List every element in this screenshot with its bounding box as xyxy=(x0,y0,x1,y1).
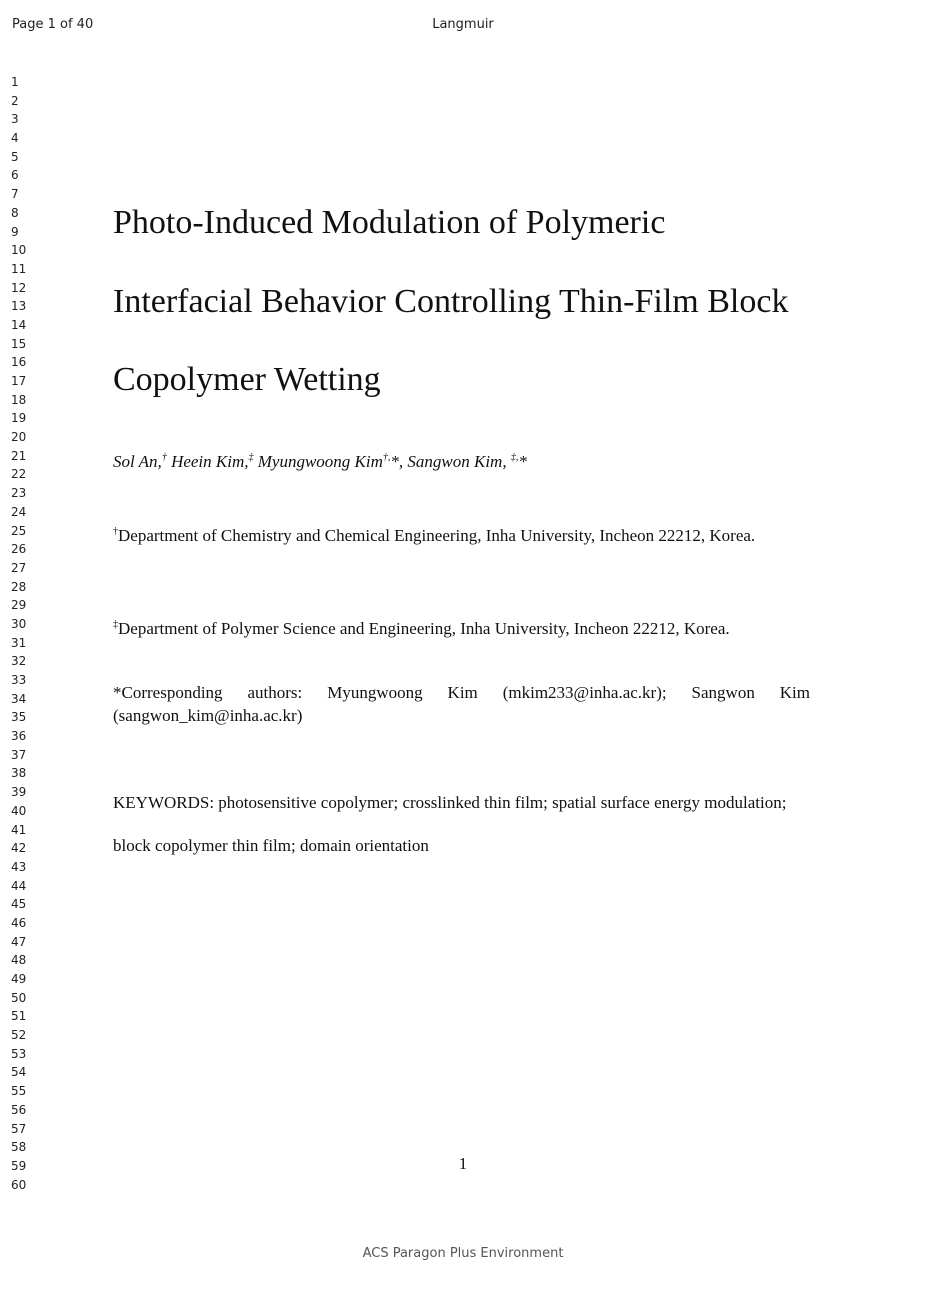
corresponding-mark: *, xyxy=(390,452,408,471)
line-number: 51 xyxy=(11,1009,27,1024)
line-number: 37 xyxy=(11,747,27,762)
author-affiliation-mark: ‡, xyxy=(510,452,519,463)
line-number: 13 xyxy=(11,299,27,314)
line-number: 17 xyxy=(11,374,27,388)
line-number: 52 xyxy=(11,1028,27,1043)
title-line: Interfacial Behavior Controlling Thin-Film Block xyxy=(113,282,789,320)
line-number: 18 xyxy=(11,392,27,407)
author-affiliation-mark: †, xyxy=(382,452,391,463)
author-name: Sangwon Kim, xyxy=(407,452,511,471)
corresponding-mark: * xyxy=(518,452,527,471)
author-affiliation-mark: ‡ xyxy=(248,452,254,463)
line-number: 42 xyxy=(11,841,27,856)
title-line: Copolymer Wetting xyxy=(113,361,381,398)
line-number: 38 xyxy=(11,766,27,781)
affiliation-text: Department of Polymer Science and Engineering, Inha University, Incheon 22212, Korea. xyxy=(118,619,730,638)
line-number: 59 xyxy=(11,1158,27,1173)
line-numbers xyxy=(0,73,30,1194)
line-number: 43 xyxy=(11,859,27,874)
footer-text: ACS Paragon Plus Environment xyxy=(362,1246,564,1261)
line-number: 3 xyxy=(11,112,19,127)
paper-title xyxy=(113,184,853,420)
line-number: 19 xyxy=(11,411,27,426)
author-affiliation-mark: † xyxy=(161,452,167,463)
journal-name: Langmuir xyxy=(432,17,494,32)
affiliation-mark: † xyxy=(113,526,118,537)
line-number: 2 xyxy=(11,93,19,108)
line-number: 1 xyxy=(11,75,19,89)
line-number: 56 xyxy=(11,1102,27,1117)
line-number: 57 xyxy=(11,1121,27,1136)
line-number: 29 xyxy=(11,598,27,613)
line-number: 14 xyxy=(11,317,27,332)
line-number: 31 xyxy=(11,635,27,650)
line-number: 45 xyxy=(11,897,27,912)
line-number: 15 xyxy=(11,336,27,351)
affiliation-text: Department of Chemistry and Chemical Engineering, Inha University, Incheon 22212, Korea. xyxy=(118,526,756,545)
author-name: Sol An, xyxy=(113,452,162,471)
line-number: 40 xyxy=(11,803,27,818)
affiliation-mark: ‡ xyxy=(113,619,118,630)
corresponding-authors: *Corresponding authors: Myungwoong Kim (mkim233@inha.ac.kr); Sangwon Kim (sangwon_kim@inha.ac.kr) xyxy=(113,683,810,725)
line-number: 7 xyxy=(11,187,19,202)
line-number: 25 xyxy=(11,523,27,538)
affiliation xyxy=(113,619,833,639)
line-number: 26 xyxy=(11,542,27,557)
line-number: 53 xyxy=(11,1046,27,1061)
line-number: 5 xyxy=(11,149,19,164)
line-number: 49 xyxy=(11,972,27,986)
line-number: 44 xyxy=(11,878,27,893)
line-number: 54 xyxy=(11,1065,27,1080)
line-number: 11 xyxy=(11,261,27,276)
line-number: 16 xyxy=(11,355,27,370)
line-number: 60 xyxy=(11,1177,27,1192)
title-line: Photo-Induced Modulation of Polymeric xyxy=(113,204,666,241)
line-number: 32 xyxy=(11,654,27,669)
keywords: KEYWORDS: photosensitive copolymer; crosslinked thin film; spatial surface energy modulation; block copolymer thin film; domain orientation xyxy=(113,793,787,855)
line-number: 35 xyxy=(11,710,27,725)
line-number: 21 xyxy=(11,448,27,463)
line-number: 12 xyxy=(11,280,27,295)
line-number: 55 xyxy=(11,1084,27,1099)
line-number: 30 xyxy=(11,616,27,631)
line-number: 46 xyxy=(11,915,27,930)
affiliation xyxy=(113,514,813,557)
line-number: 6 xyxy=(11,168,19,183)
page-number: 1 xyxy=(458,1154,468,1173)
line-number: 4 xyxy=(11,131,19,146)
line-number: 10 xyxy=(11,243,27,258)
author-name: Heein Kim, xyxy=(171,452,249,471)
line-number: 22 xyxy=(11,467,27,482)
line-number: 36 xyxy=(11,729,27,744)
line-number: 8 xyxy=(11,205,19,220)
line-number: 28 xyxy=(11,579,27,594)
line-number: 47 xyxy=(11,934,27,949)
line-number: 34 xyxy=(11,691,27,706)
line-number: 41 xyxy=(11,822,27,837)
line-number: 33 xyxy=(11,673,27,687)
author-name: Myungwoong Kim xyxy=(257,452,383,471)
line-number: 50 xyxy=(11,990,27,1005)
line-number: 39 xyxy=(11,785,27,800)
author-list xyxy=(113,452,527,472)
line-number: 58 xyxy=(11,1140,27,1155)
line-number: 9 xyxy=(11,224,19,239)
line-number: 23 xyxy=(11,486,27,501)
line-number: 48 xyxy=(11,953,27,968)
line-number: 20 xyxy=(11,430,27,445)
line-number: 24 xyxy=(11,504,27,519)
line-number: 27 xyxy=(11,560,27,575)
page-indicator: Page 1 of 40 xyxy=(12,17,94,32)
